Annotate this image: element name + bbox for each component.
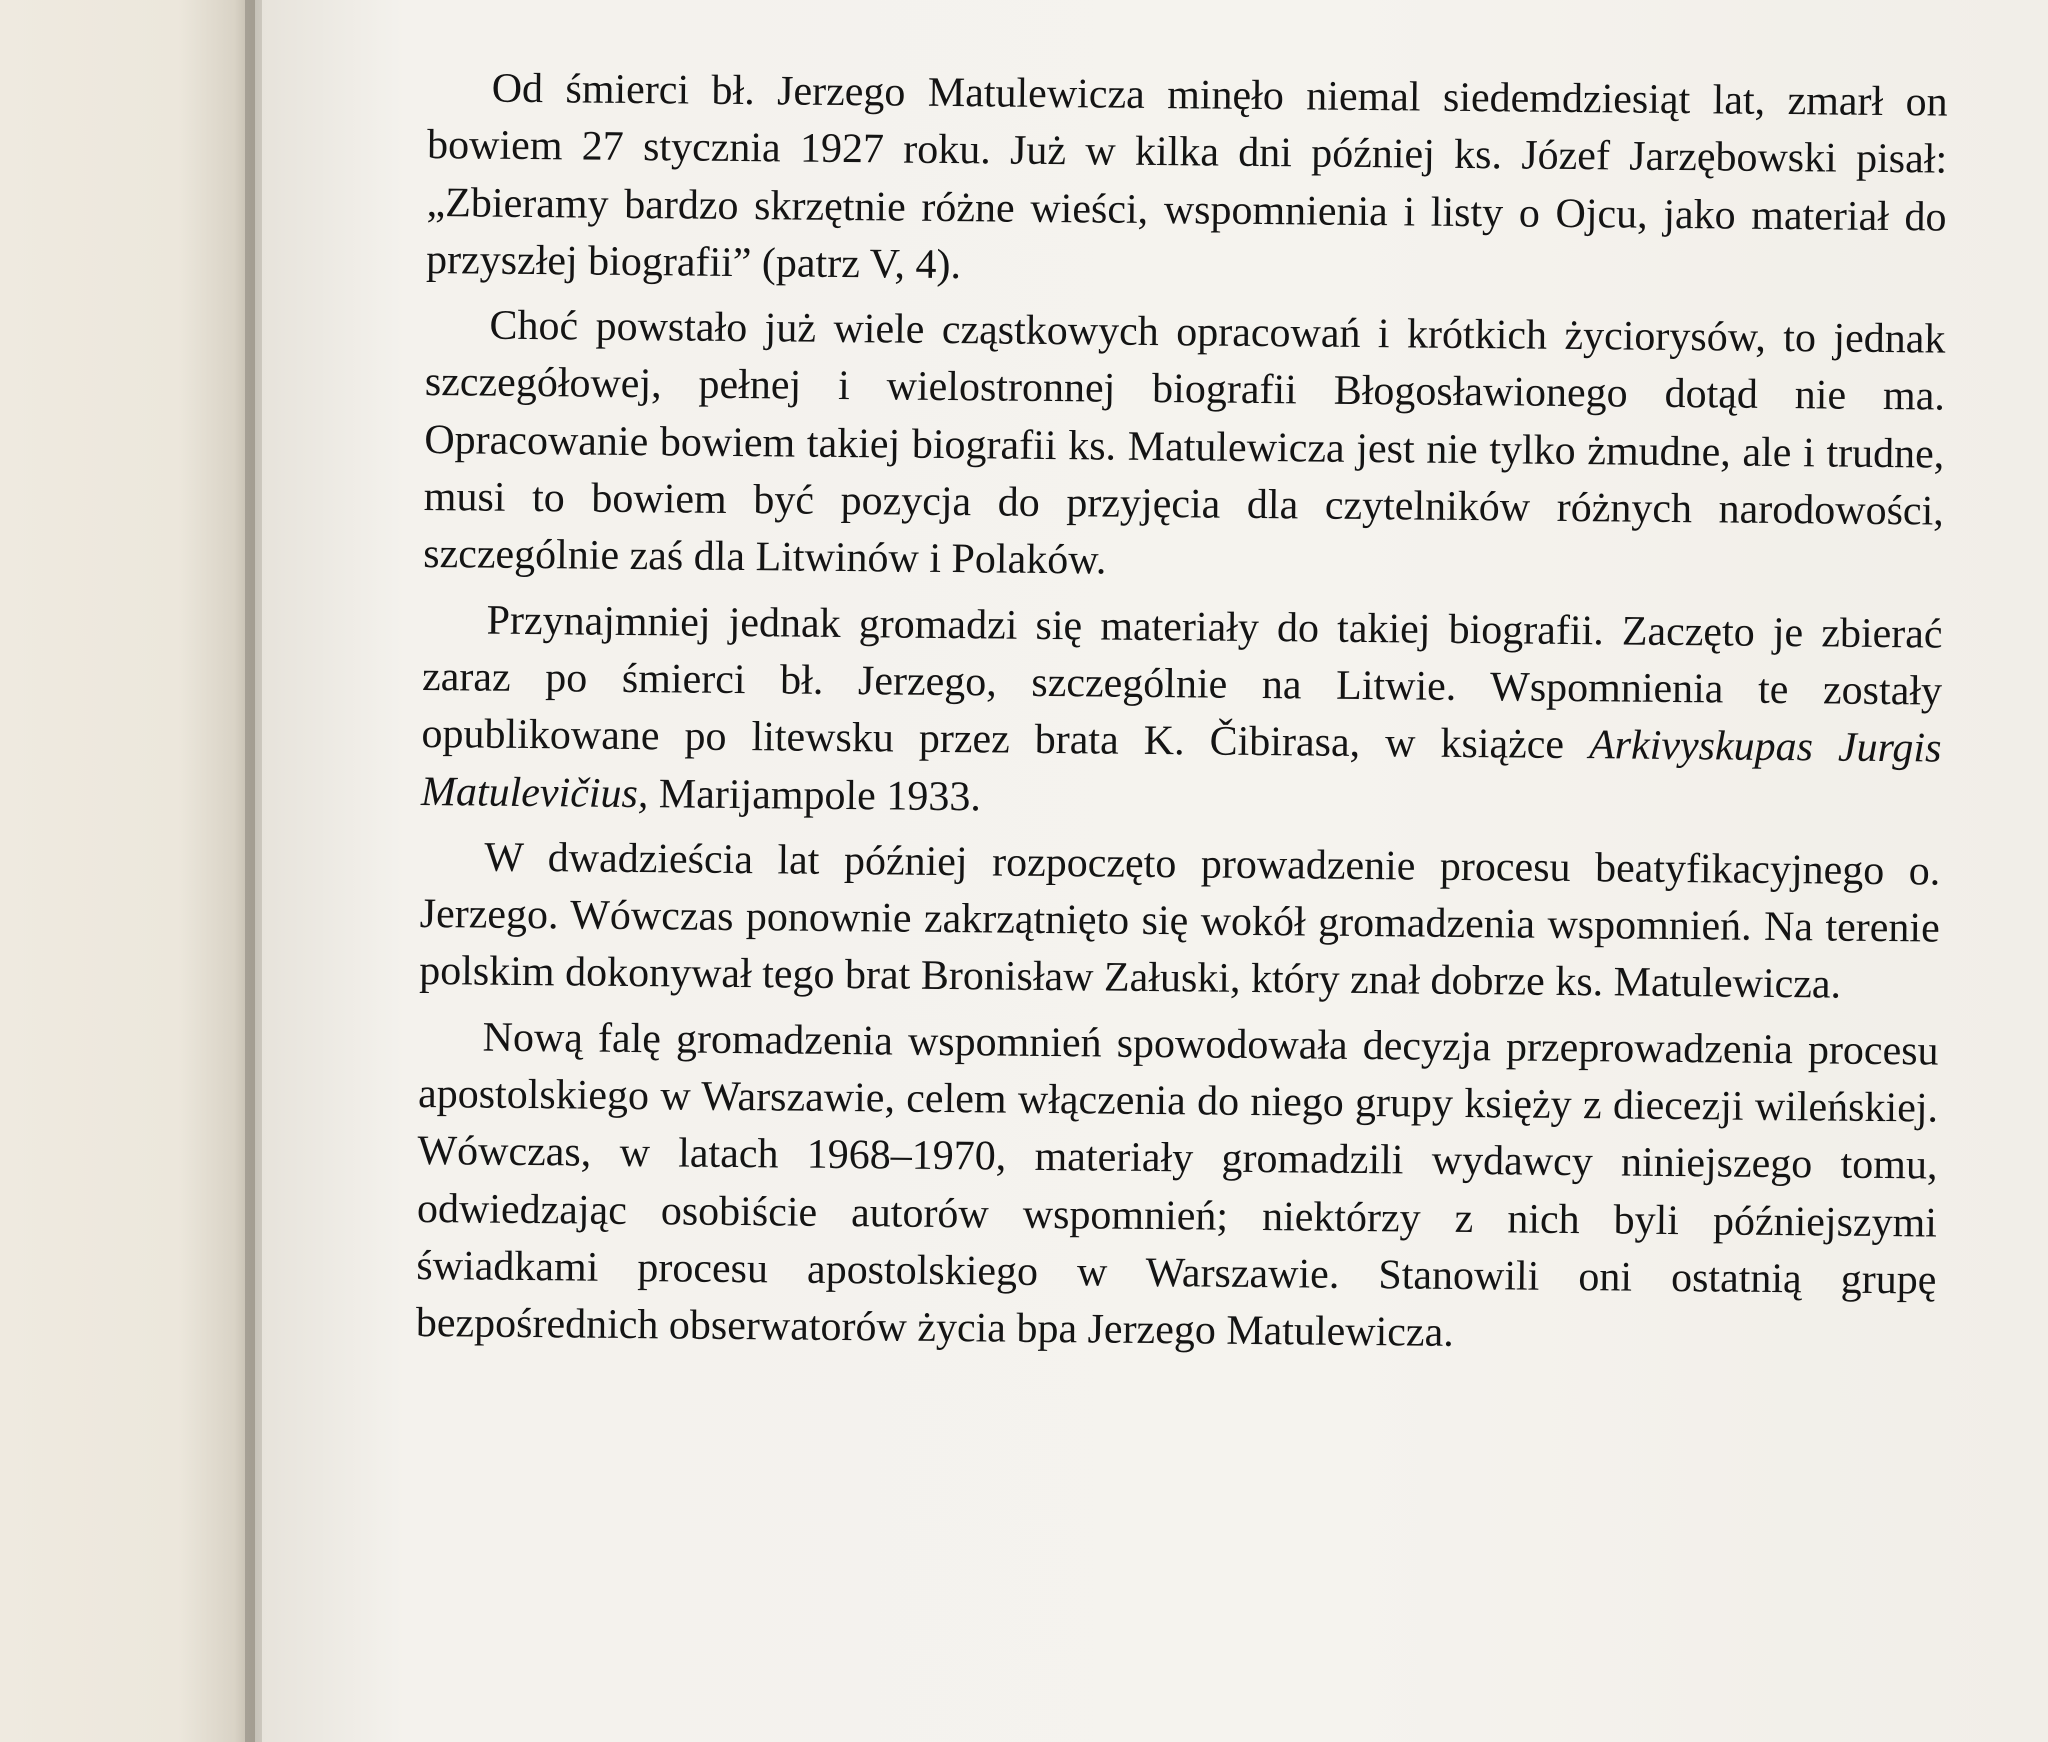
book-title-italic: Arkivyskupas Jurgis Matulevičius, [420, 722, 1942, 817]
paragraph-5: Nową falę gromadzenia wspomnień spowodowała decyzja przeprowadzenia procesu apostolskiego w Warszawie, celem włączenia do niego grupy księży z diecezji wileńskiej. Wówczas, w latach 1968–1970, materiały gromadzili wydawcy niniejszego tomu, odwiedzając osobiście autorów wspomnień; niektórzy z nich byli późniejszymi świadkami procesu apostolskiego w Warszawie. Stanowili oni ostatnią grupę bezpośrednich obserwatorów życia bpa Jerzego Matulewicza. [415, 1014, 1939, 1357]
page-text-block [416, 60, 1948, 1367]
paragraph-3 [421, 592, 1943, 836]
paragraph-4: W dwadzieścia lat później rozpoczęto prowadzenie procesu beatyfikacyjnego o. Jerzego. Wówczas ponownie zakrzątnięto się wokół gromadzenia wspomnień. Na terenie polskim dokonywał tego brat Bronisław Załuski, który znał dobrze ks. Matulewicza. [419, 834, 1941, 1009]
paragraph-3-text-after: Marijampole 1933. [648, 770, 982, 820]
paragraph-3-text-before: Przynajmniej jednak gromadzi się materiały do takiej biografii. Zaczęto je zbierać zaraz po śmierci bł. Jerzego, szczególnie na Litwie. Wspomnienia te zostały opublikowane po litewsku przez brata K. Čibirasa, w książce [421, 597, 1943, 769]
paragraph-1: Od śmierci bł. Jerzego Matulewicza minęło niemal siedemdziesiąt lat, zmarł on bowiem 27 stycznia 1927 roku. Już w kilka dni później ks. Józef Jarzębowski pisał: „Zbieramy bardzo skrzętnie różne wieści, wspomnienia i listy o Ojcu, jako materiał do przyszłej biografii” (patrz V, 4). [425, 65, 1948, 289]
left-facing-page [0, 0, 255, 1742]
paragraph-2: Choć powstało już wiele cząstkowych opracowań i krótkich życiorysów, to jednak szczegółowej, pełnej i wielostronnej biografii Błogosławionego dotąd nie ma. Opracowanie bowiem takiej biografii ks. Matulewicza jest nie tylko żmudne, ale i trudne, musi to bowiem być pozycja do przyjęcia dla czytelników różnych narodowości, szczególnie zaś dla Litwinów i Polaków. [423, 302, 1946, 584]
